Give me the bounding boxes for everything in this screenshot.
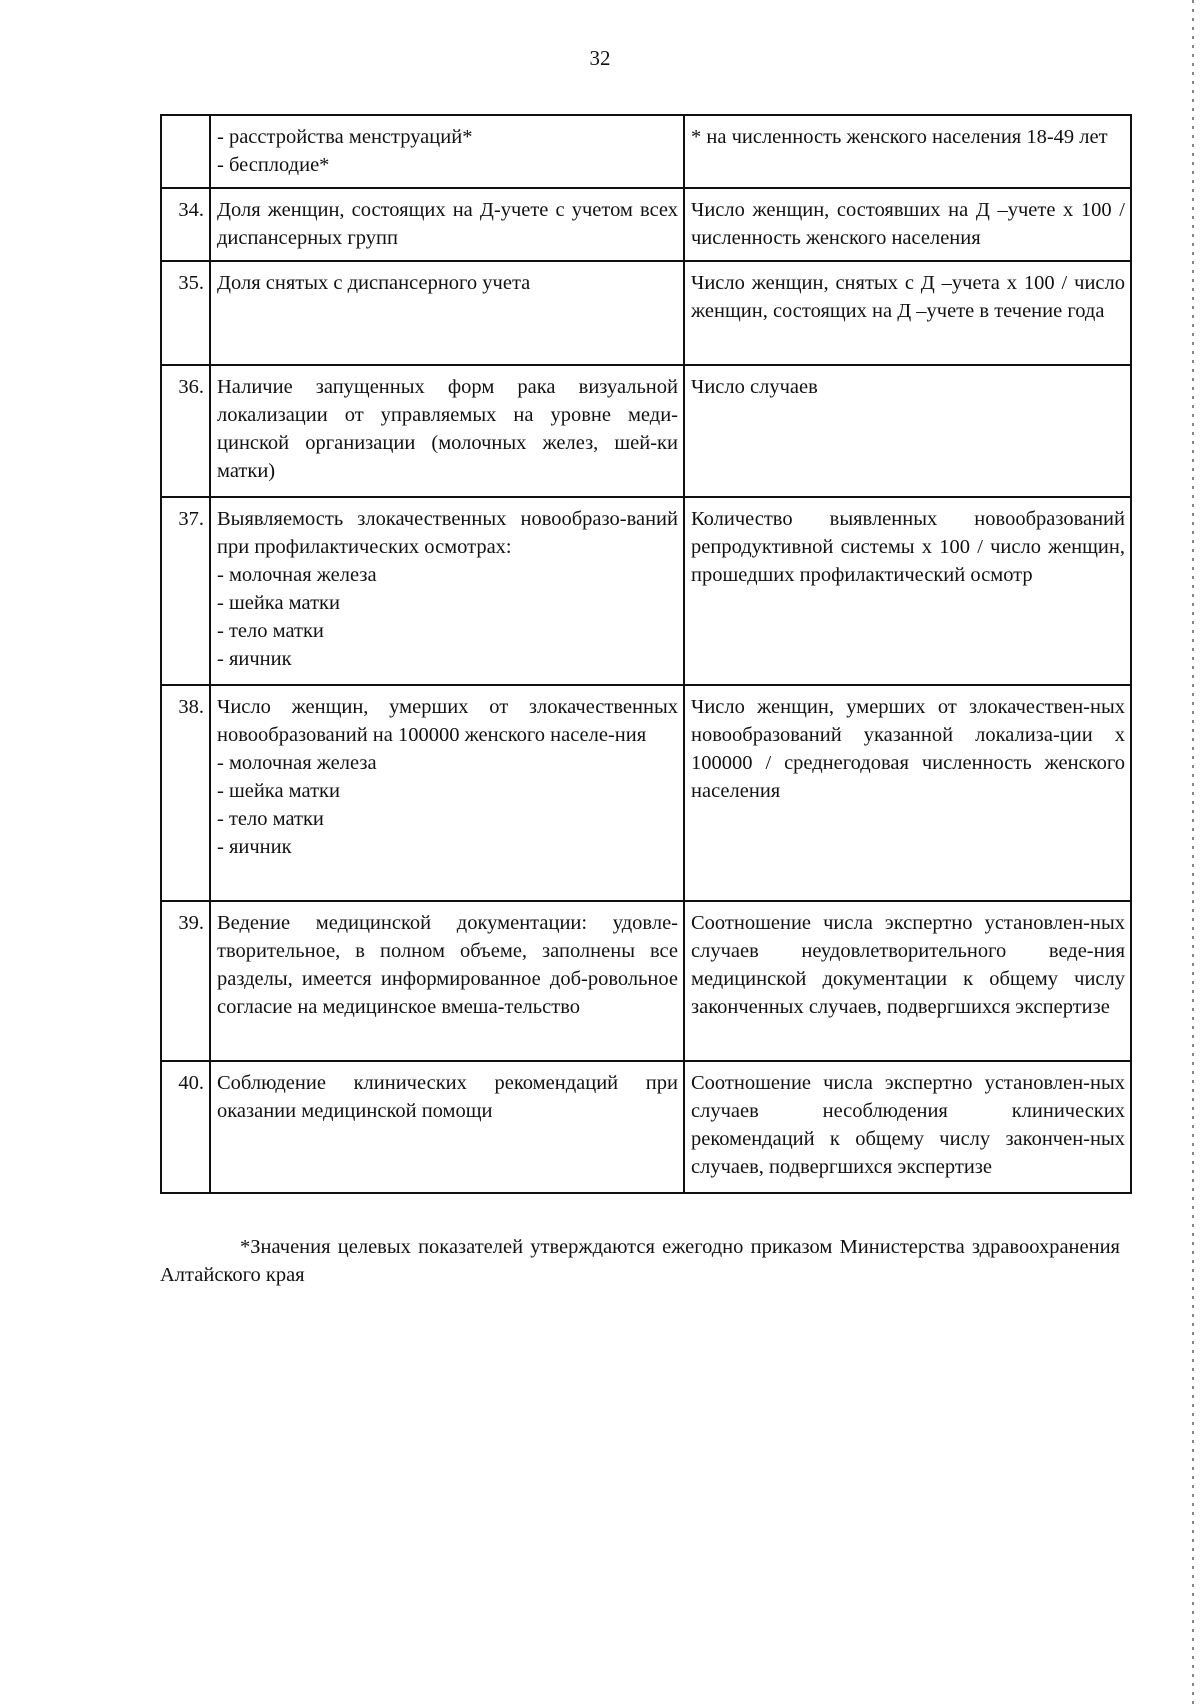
description-line: Выявляемость злокачественных новообразо-ваний при профилактических осмотрах:: [217, 508, 678, 558]
indicators-table: [160, 114, 1132, 1194]
description-line: - расстройства менструаций*: [217, 126, 473, 148]
indicator-calculation: [684, 901, 1131, 1061]
table-row: [161, 115, 1131, 188]
indicator-description: [210, 115, 684, 188]
description-text: Доля женщин, состоящих на Д-учете с учетом всех диспансерных групп: [217, 199, 678, 249]
description-text: Ведение медицинской документации: удовле-творительное, в полном объеме, заполнены все разделы, имеется информированное доб-ровольное согласие на медицинское вмеша-тельство: [217, 912, 678, 1018]
table-row: [161, 685, 1131, 901]
calculation-text: * на численность женского населения 18-49 лет: [691, 126, 1108, 148]
description-line: - бесплодие*: [217, 154, 330, 176]
indicator-calculation: [684, 261, 1131, 365]
calculation-text: Количество выявленных новообразований репродуктивной системы х 100 / число женщин, прошедших профилактический осмотр: [691, 508, 1125, 586]
footnote-text: *Значения целевых показателей утверждаются ежегодно приказом Министерства здравоохранения Алтайского края: [160, 1236, 1120, 1286]
calculation-text: Число женщин, состоявших на Д –учете х 100 / численность женского населения: [691, 199, 1125, 249]
indicator-description: [210, 685, 684, 901]
table-row: [161, 261, 1131, 365]
row-number: 36.: [161, 365, 210, 497]
indicator-calculation: [684, 1061, 1131, 1193]
indicator-description: [210, 188, 684, 261]
indicator-description: [210, 365, 684, 497]
calculation-text: Соотношение числа экспертно установлен-ных случаев неудовлетворительного веде-ния медицинской документации к общему числу законченных случаев, подвергшихся экспертизе: [691, 912, 1125, 1018]
indicator-calculation: [684, 115, 1131, 188]
description-line: - яичник: [217, 836, 292, 858]
calculation-text: Число случаев: [691, 376, 818, 398]
description-line: - тело матки: [217, 808, 324, 830]
description-line: Число женщин, умерших от злокачественных новообразований на 100000 женского населе-ния: [217, 696, 678, 746]
description-text: Соблюдение клинических рекомендаций при оказании медицинской помощи: [217, 1072, 678, 1122]
page-number: 32: [589, 46, 611, 70]
indicator-description: [210, 1061, 684, 1193]
description-line: - шейка матки: [217, 780, 340, 802]
footnote: [160, 1233, 1120, 1289]
indicator-description: [210, 901, 684, 1061]
description-line: - яичник: [217, 648, 292, 670]
table-row: [161, 497, 1131, 685]
table-row: [161, 365, 1131, 497]
table-row: [161, 901, 1131, 1061]
indicator-calculation: [684, 497, 1131, 685]
description-line: - молочная железа: [217, 752, 377, 774]
indicator-description: [210, 261, 684, 365]
description-text: Наличие запущенных форм рака визуальной локализации от управляемых на уровне меди-цинской организации (молочных желез, шей-ки матки): [217, 376, 678, 482]
row-number: [161, 115, 210, 188]
row-number: 37.: [161, 497, 210, 685]
description-text: Доля снятых с диспансерного учета: [217, 272, 531, 294]
description-line: - тело матки: [217, 620, 324, 642]
indicator-calculation: [684, 188, 1131, 261]
description-line: - шейка матки: [217, 592, 340, 614]
scan-edge-artifact: [1192, 0, 1194, 1708]
row-number: 39.: [161, 901, 210, 1061]
row-number: 35.: [161, 261, 210, 365]
description-line: - молочная железа: [217, 564, 377, 586]
row-number: 40.: [161, 1061, 210, 1193]
calculation-text: Соотношение числа экспертно установлен-ных случаев несоблюдения клинических рекомендаций к общему числу закончен-ных случаев, подвергшихся экспертизе: [691, 1072, 1125, 1178]
indicator-calculation: [684, 685, 1131, 901]
row-number: 34.: [161, 188, 210, 261]
table-row: [161, 1061, 1131, 1193]
indicator-description: [210, 497, 684, 685]
calculation-text: Число женщин, умерших от злокачествен-ных новообразований указанной локализа-ции х 100000 / среднегодовая численность женского населения: [691, 696, 1125, 802]
row-number: 38.: [161, 685, 210, 901]
table-row: [161, 188, 1131, 261]
calculation-text: Число женщин, снятых с Д –учета х 100 / число женщин, состоящих на Д –учете в течение года: [691, 272, 1125, 322]
indicator-calculation: [684, 365, 1131, 497]
